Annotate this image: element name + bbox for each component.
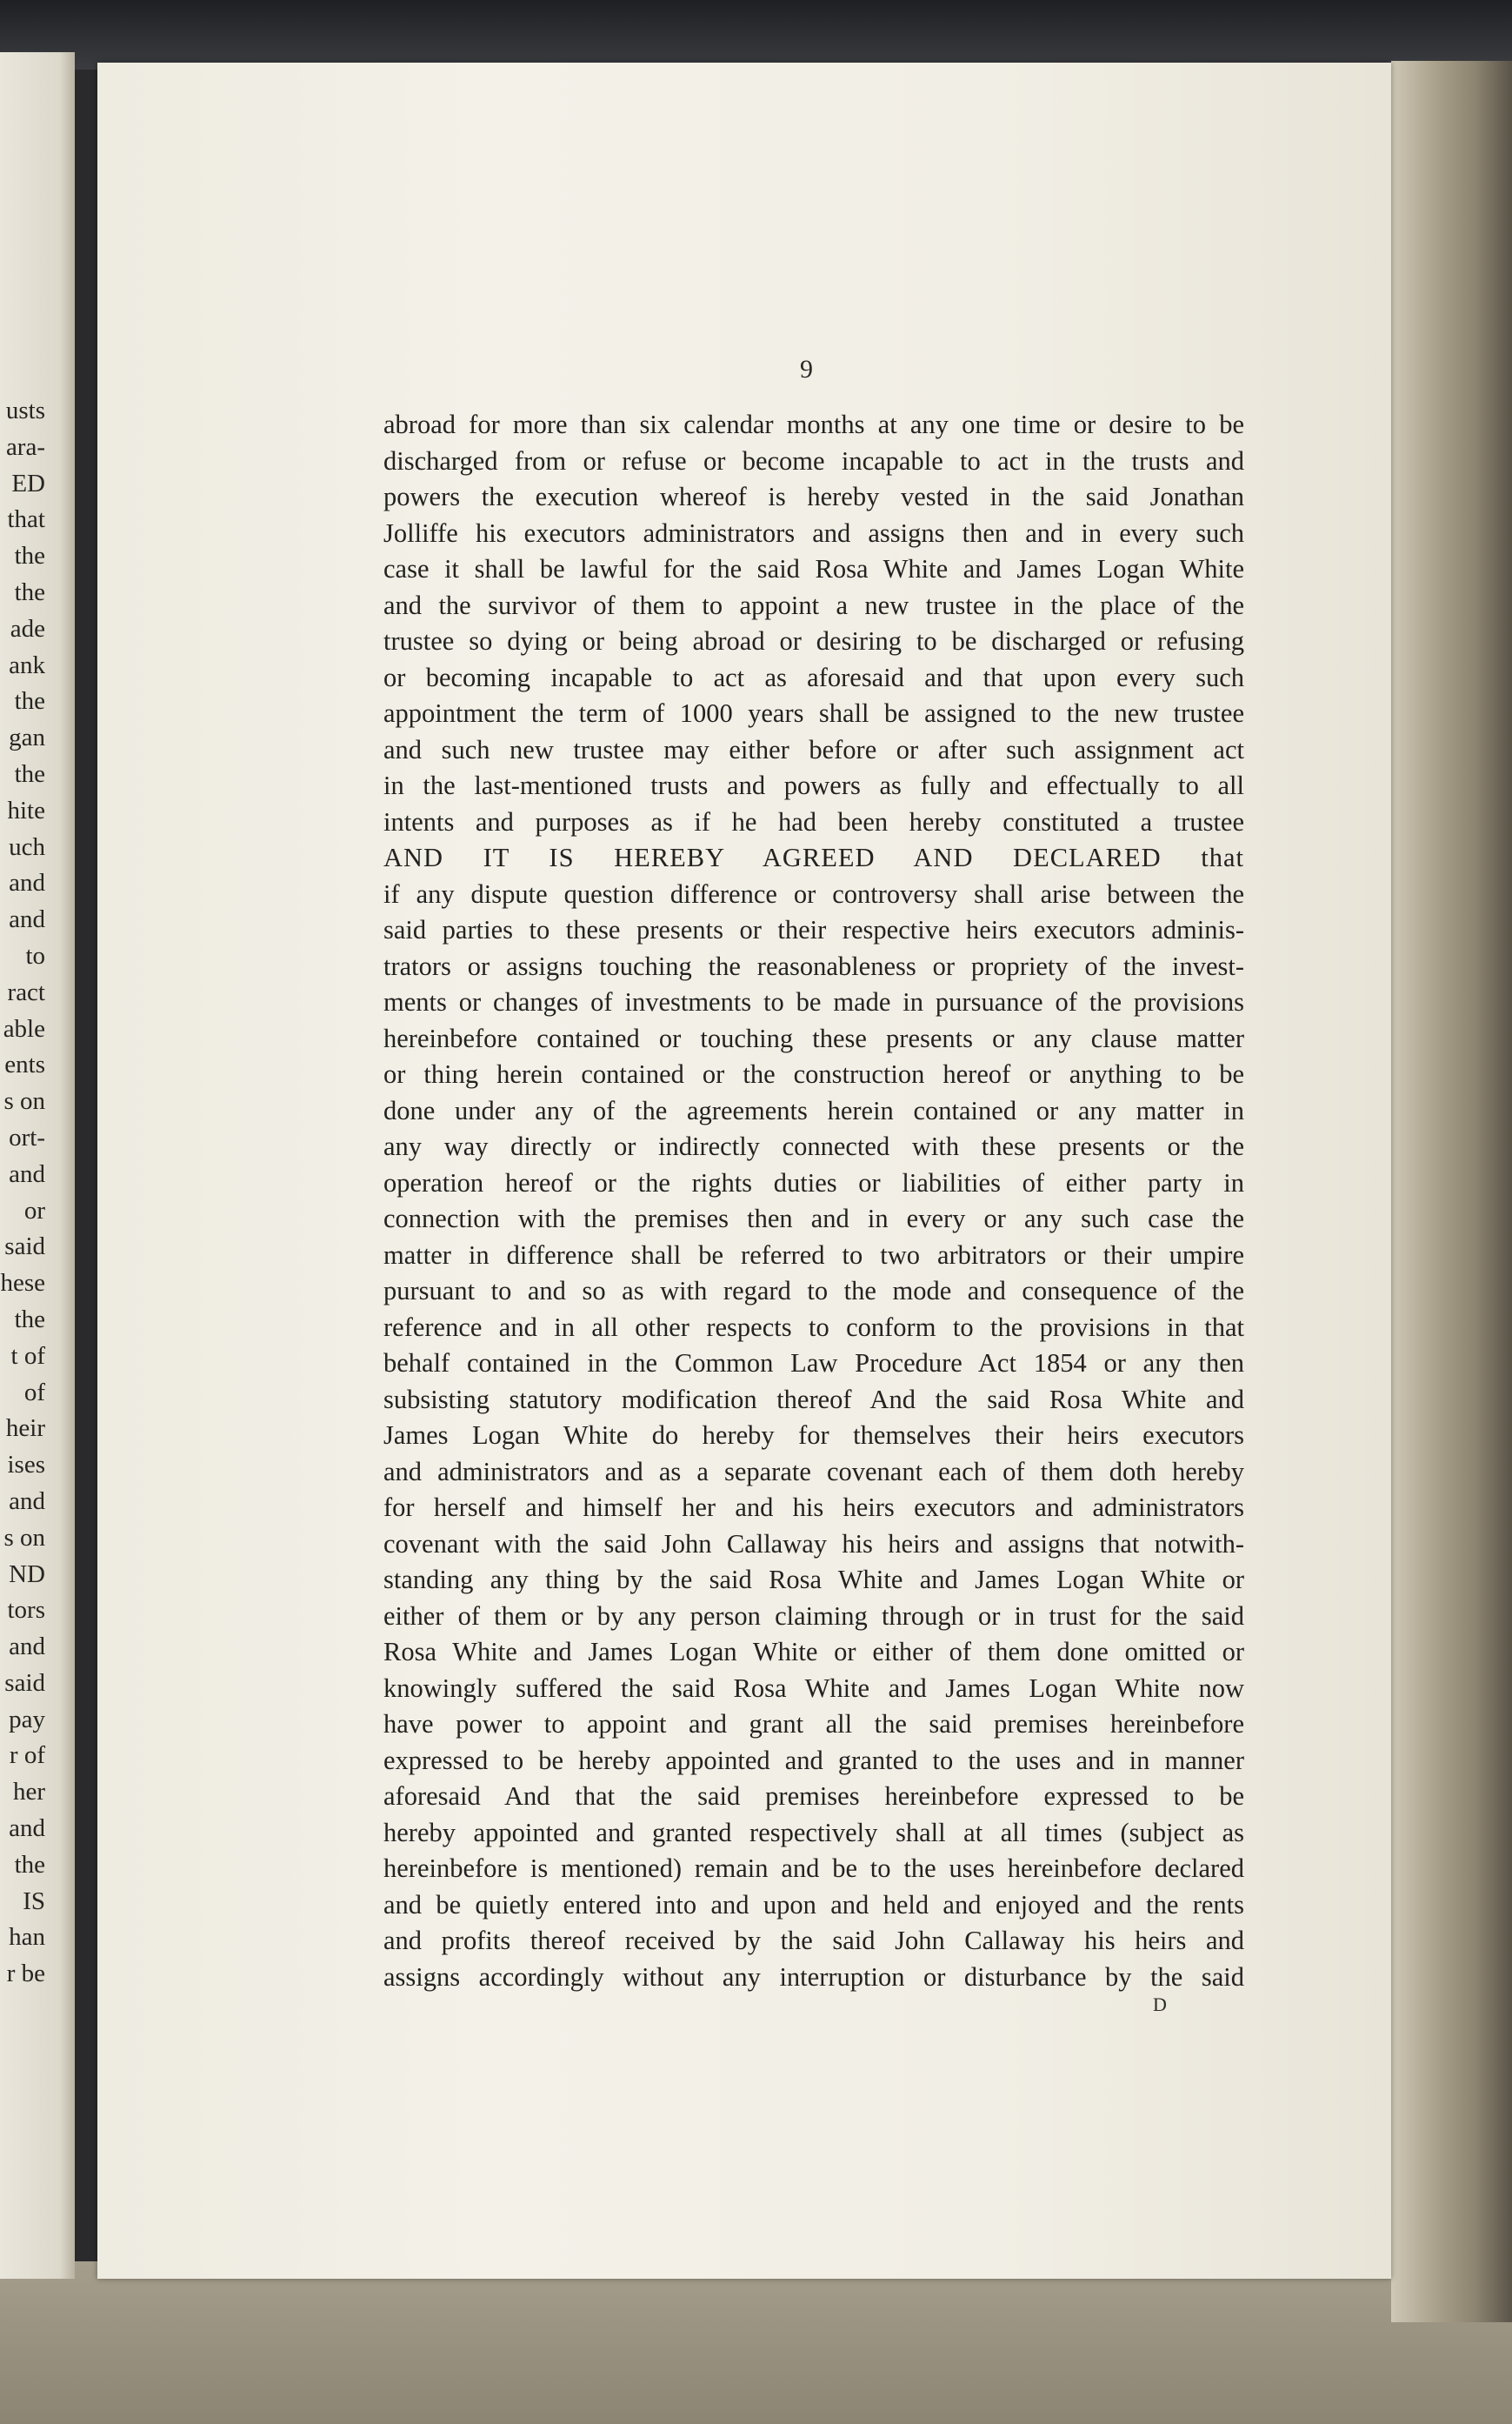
text-line: [383, 696, 1244, 732]
left-page-fragment: pay: [9, 1705, 45, 1733]
left-page-fragment: and: [9, 905, 45, 934]
text-line-content: done under any of the agreements herein contained or any matter in: [383, 1095, 1244, 1125]
left-page-fragment: the: [14, 1305, 45, 1333]
left-page-fragment: said: [4, 1668, 45, 1697]
text-line-content: powers the execution whereof is hereby vested in the said Jonathan: [383, 482, 1244, 511]
text-line-content: trators or assigns touching the reasonableness or propriety of the invest-: [383, 951, 1244, 981]
left-page-fragment: hese: [0, 1269, 45, 1298]
left-page-fragment: to: [25, 941, 45, 970]
text-line-content: knowingly suffered the said Rosa White and James Logan White now: [383, 1673, 1244, 1703]
text-line-content: if any dispute question difference or controversy shall arise between the: [383, 878, 1244, 909]
document-body: [383, 407, 1244, 1995]
left-page-fragment: and: [9, 1486, 45, 1515]
text-line: [383, 1093, 1244, 1130]
text-line: [383, 479, 1244, 516]
text-line: [383, 1454, 1244, 1491]
text-line: [383, 1923, 1244, 1960]
left-page-fragment: the: [14, 687, 45, 716]
text-line-content: case it shall be lawful for the said Rosa White and James Logan White: [383, 554, 1244, 584]
left-page-fragment: or: [23, 1196, 45, 1225]
text-line: [383, 732, 1244, 769]
left-page-fragment: ade: [10, 614, 45, 643]
text-line-content: behalf contained in the Common Law Procedure Act 1854 or any then: [383, 1348, 1244, 1378]
text-line: [383, 912, 1244, 949]
text-line-content: operation hereof or the rights duties or liabilities of either party in: [383, 1167, 1244, 1198]
left-page-fragment: s on: [3, 1523, 45, 1552]
left-page-fragment: ank: [9, 651, 45, 679]
left-page-fragment: ND: [9, 1559, 45, 1588]
left-page-fragment: ara-: [5, 432, 45, 461]
left-page-fragment: of: [23, 1378, 45, 1406]
text-line: [383, 1057, 1244, 1093]
text-line-content: matter in difference shall be referred to two arbitrators or their umpire: [383, 1239, 1244, 1270]
text-line-content: pursuant to and so as with regard to the mode and consequence of the: [383, 1276, 1244, 1305]
text-line: [383, 768, 1244, 805]
text-line-content: discharged from or refuse or become incapable to act in the trusts and: [383, 445, 1244, 476]
text-line: [383, 1671, 1244, 1707]
text-line: [383, 1634, 1244, 1671]
text-line-content: Rosa White and James Logan White or either of them done omitted or: [383, 1637, 1244, 1666]
text-line: [383, 1418, 1244, 1454]
text-line: [383, 949, 1244, 985]
left-page-fragment: and: [9, 869, 45, 898]
text-line-content: in the last-mentioned trusts and powers as fully and effectually to all: [383, 771, 1244, 800]
text-line-content: for herself and himself her and his heirs executors and administrators: [383, 1492, 1244, 1522]
left-page-fragment: ents: [4, 1051, 45, 1079]
left-page-fragment: usts: [5, 397, 45, 424]
text-line: [383, 840, 1244, 877]
left-page-fragment: r be: [6, 1960, 45, 1988]
left-page-fragment: ises: [7, 1451, 45, 1479]
text-line-content: or becoming incapable to act as aforesaid and that upon every such: [383, 662, 1244, 692]
text-line-content: James Logan White do hereby for themselves their heirs executors: [383, 1420, 1244, 1450]
text-line: [383, 1706, 1244, 1743]
text-line: [383, 1346, 1244, 1382]
text-line: [383, 1490, 1244, 1526]
left-page-fragment: able: [3, 1014, 45, 1043]
text-line-content: expressed to be hereby appointed and granted to the uses and in manner: [383, 1745, 1244, 1775]
text-line: [383, 1562, 1244, 1599]
text-line-content: hereinbefore contained or touching these presents or any clause matter: [383, 1023, 1244, 1053]
left-page-fragment: hite: [7, 796, 45, 825]
left-page-fragment: heir: [5, 1414, 45, 1443]
text-line-content: standing any thing by the said Rosa White and James Logan White or: [383, 1565, 1244, 1594]
left-page-fragment: ract: [7, 978, 45, 1006]
text-line-content: covenant with the said John Callaway his heirs and assigns that notwith-: [383, 1528, 1244, 1559]
text-line-content: subsisting statutory modification thereof And the said Rosa White and: [383, 1384, 1244, 1414]
left-page-fragment: that: [7, 505, 45, 534]
text-line: [383, 1851, 1244, 1887]
text-line-content: Jolliffe his executors administrators and assigns then and in every such: [383, 518, 1244, 548]
text-line: [383, 1165, 1244, 1202]
left-page-fragment: uch: [9, 832, 45, 861]
left-page-fragment: IS: [23, 1886, 45, 1915]
text-line: [383, 1960, 1244, 1996]
left-page-fragment: ED: [11, 469, 45, 497]
text-line: [383, 1021, 1244, 1058]
signature-mark: D: [1153, 1993, 1167, 2015]
text-line-content: connection with the premises then and in every or any such case the: [383, 1204, 1244, 1233]
text-line: [383, 1779, 1244, 1815]
text-line: [383, 1310, 1244, 1346]
text-line-content: and profits thereof received by the said John Callaway his heirs and: [383, 1926, 1244, 1955]
text-line: [383, 1815, 1244, 1852]
left-page-fragment: s on: [3, 1087, 45, 1116]
left-page-fragment: the: [14, 1850, 45, 1879]
text-line-content: hereby appointed and granted respectively shall at all times (subject as: [383, 1817, 1244, 1847]
text-line: [383, 805, 1244, 841]
text-line-content: either of them or by any person claiming through or in trust for the said: [383, 1600, 1244, 1631]
text-line: [383, 407, 1244, 444]
left-page-fragment: t of: [10, 1341, 45, 1370]
left-page-fragment: r of: [9, 1741, 45, 1770]
text-line: [383, 1887, 1244, 1924]
left-page-fragment: her: [12, 1778, 45, 1806]
left-page-fragment: ort-: [9, 1123, 45, 1152]
text-line-content: assigns accordingly without any interruption or disturbance by the said: [383, 1961, 1244, 1992]
text-line-content: or thing herein contained or the construction hereof or anything to be: [383, 1059, 1244, 1089]
text-line-content: reference and in all other respects to conform to the provisions in that: [383, 1312, 1244, 1342]
text-line: [383, 1201, 1244, 1238]
text-line: [383, 877, 1244, 913]
page-edges: [1391, 61, 1512, 2322]
text-line-content: said parties to these presents or their respective heirs executors adminis-: [383, 915, 1244, 945]
text-line: [383, 1599, 1244, 1635]
page-number: 9: [800, 355, 813, 384]
left-page-fragment: han: [9, 1923, 45, 1952]
left-page-fragment: the: [14, 542, 45, 571]
left-page-fragment: gan: [9, 724, 45, 752]
text-line-content: any way directly or indirectly connected with these presents or the: [383, 1132, 1244, 1161]
left-page-fragment: tors: [7, 1596, 45, 1625]
text-line: [383, 1743, 1244, 1780]
left-page-fragment: the: [14, 578, 45, 606]
left-page-fragment: the: [14, 759, 45, 788]
text-line: [383, 1382, 1244, 1419]
text-line-content: abroad for more than six calendar months at any one time or desire to be: [383, 410, 1244, 439]
text-line: [383, 660, 1244, 697]
text-line-content: intents and purposes as if he had been hereby constituted a trustee: [383, 806, 1244, 837]
text-line: [383, 624, 1244, 660]
book-binding-bottom: [0, 2261, 1512, 2424]
text-line-content: ments or changes of investments to be made in pursuance of the provisions: [383, 987, 1244, 1017]
text-line: [383, 516, 1244, 552]
text-line-content: and be quietly entered into and upon and held and enjoyed and the rents: [383, 1889, 1244, 1920]
text-line: [383, 1273, 1244, 1310]
text-line-content: hereinbefore is mentioned) remain and be to the uses hereinbefore declared: [383, 1853, 1244, 1883]
left-page-fragment: and: [9, 1814, 45, 1843]
text-line-content: have power to appoint and grant all the said premises hereinbefore: [383, 1709, 1244, 1739]
text-line: [383, 1526, 1244, 1563]
text-line-content: appointment the term of 1000 years shall be assigned to the new trustee: [383, 698, 1244, 728]
left-page-fragment: and: [9, 1159, 45, 1188]
text-line: [383, 588, 1244, 624]
left-page-fragment: and: [9, 1633, 45, 1661]
text-line-content: aforesaid And that the said premises hereinbefore expressed to be: [383, 1781, 1244, 1811]
text-line-content: trustee so dying or being abroad or desiring to be discharged or refusing: [383, 626, 1244, 656]
text-line-content: AND IT IS HEREBY AGREED AND DECLARED that: [383, 843, 1244, 872]
text-line: [383, 551, 1244, 588]
left-page-fragment: said: [4, 1232, 45, 1261]
text-line-content: and such new trustee may either before or after such assignment act: [383, 734, 1244, 765]
background-top: [0, 0, 1512, 70]
text-line: [383, 1129, 1244, 1165]
text-line-content: and the survivor of them to appoint a new trustee in the place of the: [383, 590, 1244, 620]
left-page-text-fragments: [0, 393, 45, 1993]
text-line-content: and administrators and as a separate covenant each of them doth hereby: [383, 1456, 1244, 1486]
text-line: [383, 985, 1244, 1021]
text-line: [383, 444, 1244, 480]
text-line: [383, 1238, 1244, 1274]
